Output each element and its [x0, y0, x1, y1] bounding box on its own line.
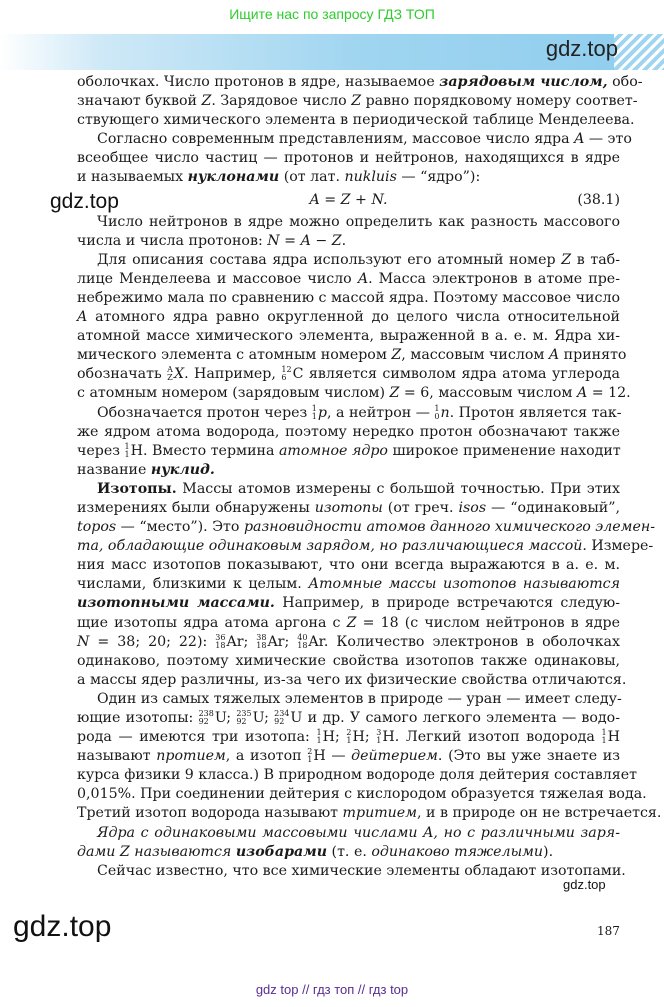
text-run: одинаково, поэтому химические свойства изотопов также одинаковы,: [77, 652, 620, 669]
text-run: а массы ядер различны, из-за чего их физические свойства отличаются.: [77, 671, 627, 688]
italic-run: n: [440, 404, 450, 421]
italic-run: Ядра с одинаковыми массовыми числами A, но с различными заря-: [97, 824, 620, 841]
italic-run: A: [574, 131, 585, 148]
header-stripes: [614, 34, 664, 70]
atomic-number: 1: [316, 736, 322, 746]
text-line: [77, 404, 620, 423]
isotope-symbol: [256, 634, 284, 650]
text-line: [77, 442, 620, 461]
italic-run: протием: [156, 748, 226, 765]
isotope-symbol: [236, 710, 264, 726]
text-line: [77, 251, 620, 270]
element-symbol: H: [607, 729, 620, 746]
text-run: Например, в природе встречаются следую-: [274, 595, 620, 612]
isotope-symbol: [167, 366, 174, 382]
italic-run: N: [267, 232, 280, 249]
isotope-symbol: [199, 710, 227, 726]
text-line: [77, 575, 620, 594]
isotope-symbol: [307, 748, 325, 764]
isotope-symbol: [376, 729, 394, 745]
italic-run: атомное ядро: [278, 442, 388, 459]
mass-number: 2: [346, 728, 352, 738]
nuclide-indices: [256, 634, 266, 650]
text-run: — “одинаковый”,: [486, 499, 621, 516]
mass-number: 1: [311, 403, 317, 413]
text-run: ;: [243, 633, 257, 650]
text-run: Третий изотоп водорода называют: [77, 805, 343, 822]
formula-line: [77, 188, 620, 213]
text-line: [77, 73, 643, 92]
term-definition: изобарами: [235, 843, 328, 860]
text-run: атомной массе химического элемента, выраженной в а. е. м. Ядра хи-: [77, 328, 620, 345]
nuclide-indices: [125, 443, 130, 459]
italic-run: A: [548, 347, 560, 364]
mass-number: 235: [236, 709, 252, 718]
text-line: [77, 384, 631, 403]
nuclide-indices: [602, 729, 607, 745]
term-definition: нуклонами: [187, 169, 280, 186]
text-line: [77, 461, 620, 480]
text-run: . (Это вы уже знаете из: [437, 748, 620, 765]
italic-run: nukluis: [344, 169, 397, 186]
text-run: через: [77, 442, 125, 459]
text-line: [77, 766, 637, 785]
italic-run: Z: [391, 347, 402, 364]
text-run: числами, близкими к целым.: [77, 576, 309, 593]
text-run: принято: [559, 347, 627, 364]
italic-run: isos: [458, 499, 487, 516]
text-run: атомного ядра равно округленной до целого числа относительной: [87, 309, 620, 326]
text-line: [77, 843, 620, 862]
text-line: [77, 556, 620, 575]
text-run: равно порядковому номеру соответ-: [361, 93, 638, 110]
atomic-number: 92: [236, 717, 247, 726]
italic-run: та, обладающие одинаковым зарядом, но различающиеся массой.: [77, 538, 587, 555]
atomic-number: 1: [601, 736, 607, 746]
term-definition: нуклид.: [150, 461, 215, 478]
text-run: . Масса электронов в атоме пре-: [368, 270, 620, 287]
text-run: Для описания состава ядра используют его атомный номер: [97, 251, 562, 268]
atomic-number: 18: [297, 640, 308, 650]
element-symbol: U: [214, 710, 227, 726]
text-line: [77, 289, 620, 308]
element-symbol: H: [352, 729, 365, 746]
element-symbol: H: [382, 729, 395, 746]
atomic-number: 1: [311, 411, 317, 421]
nuclide-indices: [236, 710, 251, 726]
element-symbol: Ar: [226, 633, 244, 650]
text-run: ;: [264, 710, 275, 726]
text-run: ;: [284, 633, 298, 650]
text-run: ;: [226, 710, 237, 726]
nuclide-indices: [312, 405, 317, 421]
text-line: [77, 709, 620, 728]
text-run: и др. У самого легкого элемента — водо-: [302, 710, 620, 726]
element-symbol: U: [252, 710, 265, 726]
nuclide-indices: [274, 710, 289, 726]
text-run: = 38; 20; 22):: [89, 633, 216, 650]
italic-run: Z: [201, 93, 212, 110]
atomic-number: 1: [307, 755, 313, 765]
text-run: широкое применение находит: [387, 442, 621, 459]
element-symbol: H: [313, 748, 326, 765]
text-run: 0,015%. При соединении дейтерия с кислородом образуется тяжелая вода.: [77, 786, 647, 803]
text-run: ющие изотопы:: [77, 710, 199, 726]
text-run: , а изотоп: [225, 748, 308, 765]
watermark: gdz.top: [563, 877, 606, 892]
text-line: [77, 824, 620, 843]
mass-number: 36: [215, 632, 226, 642]
search-banner: Ищите нас по запросу ГДЗ ТОП: [229, 6, 435, 22]
text-line: [77, 346, 627, 365]
mass-number: 2: [307, 747, 313, 757]
mass-number: 1: [601, 728, 607, 738]
text-line: [77, 518, 655, 537]
isotope-symbol: [316, 729, 334, 745]
mass-number: 1: [124, 441, 130, 451]
italic-run: X: [173, 366, 185, 383]
atomic-number: 1: [124, 449, 130, 459]
italic-run: дейтерием: [351, 748, 438, 765]
text-run: ния масс изотопов показывают, что они всегда выражаются в а. е. м.: [77, 557, 620, 574]
italic-run: Z: [346, 614, 357, 631]
text-line: [77, 308, 620, 327]
text-run: — “ядро”):: [396, 169, 481, 186]
text-run: , а нейтрон —: [326, 404, 435, 421]
text-run: мического элемента с атомным номером: [77, 347, 392, 364]
watermark: gdz.top: [13, 910, 112, 943]
nuclide-indices: [215, 634, 225, 650]
bold-term: Изотопы.: [97, 480, 177, 497]
text-run: . Вместо термина: [142, 442, 279, 459]
text-run: , и в природе он не встречается.: [416, 805, 662, 822]
text-line: [77, 614, 620, 633]
italic-run: A: [357, 270, 369, 287]
element-symbol: Ar: [267, 633, 285, 650]
watermark: gdz.top: [50, 190, 119, 213]
atomic-number: 6: [281, 373, 287, 383]
text-run: щие изотопы ядра атома аргона с: [77, 614, 347, 631]
mass-number: 1: [434, 403, 440, 413]
text-line: [77, 652, 620, 671]
text-line: [77, 594, 620, 613]
text-line: [77, 130, 632, 149]
isotope-symbol: [215, 634, 243, 650]
text-line: [77, 499, 620, 518]
text-line: [77, 747, 620, 766]
text-run: является символом ядра атома углерода: [303, 366, 620, 383]
text-run: — это: [584, 131, 632, 148]
italic-run: тритием: [342, 805, 417, 822]
text-run: Число нейтронов в ядре можно определить как разность массового: [97, 213, 620, 230]
mass-number: 234: [274, 709, 290, 718]
text-line: [77, 785, 647, 804]
text-line: [77, 270, 620, 289]
text-run: измерениях были обнаружены: [77, 499, 315, 516]
italic-run: разновидности атомов данного химического элемен-: [243, 519, 655, 536]
text-line: [77, 804, 662, 823]
text-run: Согласно современным представлениям, массовое число ядра: [97, 131, 575, 148]
text-run: . Легкий изотоп водорода: [394, 729, 602, 746]
text-line: [77, 690, 620, 709]
text-run: — “место”). Это: [116, 519, 244, 536]
italic-run: Атомные массы изотопов называются: [308, 576, 620, 593]
text-run: значают буквой: [77, 93, 202, 110]
element-symbol: Ar: [308, 633, 324, 650]
italic-run: topos: [77, 519, 117, 536]
element-symbol: U: [290, 710, 303, 726]
text-run: обо-: [607, 74, 643, 90]
page-number: 187: [597, 924, 620, 938]
element-symbol: H: [130, 442, 143, 459]
atomic-number: 18: [256, 640, 267, 650]
text-run: и называемых: [77, 169, 188, 186]
isotope-symbol: [346, 729, 364, 745]
italic-run: A: [300, 232, 311, 249]
nuclide-indices: [167, 366, 173, 382]
formula: A = Z + N.: [309, 191, 388, 208]
text-line: [77, 423, 620, 442]
italic-run: p: [317, 404, 327, 421]
element-symbol: H: [322, 729, 335, 746]
nuclide-indices: [307, 748, 312, 764]
text-run: Один из самых тяжелых элементов в природе — уран — имеет следу-: [97, 690, 622, 707]
text-run: ;: [334, 729, 347, 746]
text-run: ;: [364, 729, 377, 746]
italic-run: дами Z называются: [77, 843, 236, 860]
italic-run: A: [77, 309, 88, 326]
nuclide-indices: [316, 729, 321, 745]
page-text: [77, 73, 662, 881]
text-line: [77, 149, 620, 168]
italic-run: Z: [389, 385, 400, 402]
text-run: же ядром атома водорода, поэтому нередко протон обозначают также: [77, 423, 620, 440]
text-line: [77, 232, 620, 251]
text-run: лице Менделеева и массовое число: [77, 270, 358, 287]
text-line: [77, 862, 626, 881]
mass-number: A: [167, 365, 173, 375]
text-line: [77, 168, 620, 187]
text-line: [77, 633, 620, 652]
text-run: ствующего химического элемента в периодической таблице Менделеева.: [77, 112, 635, 129]
text-run: (от греч.: [382, 499, 459, 516]
element-symbol: C: [292, 366, 304, 383]
text-run: (т. е.: [327, 843, 372, 860]
isotope-symbol: [602, 729, 620, 745]
text-run: в таб-: [571, 251, 620, 268]
text-line: [77, 365, 620, 384]
mass-number: 238: [198, 709, 214, 718]
italic-run: Z: [331, 232, 342, 249]
text-run: = 6, массовым числом: [399, 385, 577, 402]
text-run: оболочках. Число протонов в ядре, называемое: [77, 74, 440, 90]
term-definition: изотопными массами.: [77, 595, 275, 612]
text-run: = 18 (с числом нейтронов в ядре: [356, 614, 621, 631]
text-run: −: [310, 232, 332, 249]
mass-number: 3: [376, 728, 382, 738]
text-run: обозначать: [77, 366, 168, 383]
formula-number: (38.1): [577, 191, 620, 208]
nuclide-indices: [376, 729, 381, 745]
text-run: курса физики 9 класса.) В природном водороде доля дейтерия составляет: [77, 767, 637, 784]
text-run: Массы атомов измерены с большой точностью. При этих: [176, 480, 620, 497]
isotope-symbol: [274, 710, 302, 726]
atomic-number: 1: [376, 736, 382, 746]
text-line: [77, 671, 627, 690]
text-line: [77, 92, 638, 111]
atomic-number: 18: [215, 640, 226, 650]
text-line: [77, 111, 635, 130]
atomic-number: 92: [198, 717, 209, 726]
text-run: Сейчас известно, что все химические элементы обладают изотопами.: [97, 862, 626, 879]
atomic-number: 1: [346, 736, 352, 746]
text-run: = 12.: [587, 385, 631, 402]
mass-number: 12: [281, 365, 292, 375]
text-run: (от лат.: [279, 169, 345, 186]
text-run: . Например,: [184, 366, 282, 383]
text-run: ).: [543, 843, 554, 860]
italic-run: одинаково тяжелыми: [371, 843, 544, 860]
mass-number: 38: [256, 632, 267, 642]
nuclide-indices: [199, 710, 214, 726]
text-line: [77, 213, 620, 232]
text-line: [77, 327, 620, 346]
text-run: . Количество электронов в оболочках: [323, 633, 620, 650]
text-run: числа и числа протонов:: [77, 232, 268, 249]
text-run: .: [341, 232, 347, 249]
text-run: . Протон является так-: [449, 404, 622, 421]
text-line: [77, 537, 654, 556]
text-run: —: [325, 748, 352, 765]
nuclide-indices: [281, 366, 291, 382]
atomic-number: 92: [274, 717, 285, 726]
text-run: , массовым числом: [401, 347, 549, 364]
text-run: с атомным номером (зарядовым числом): [77, 385, 390, 402]
italic-run: изотопы: [314, 499, 383, 516]
text-run: небрежимо мала по сравнению с массой ядра. Поэтому массовое число: [77, 289, 620, 306]
nuclide-indices: [434, 405, 439, 421]
italic-run: Z: [351, 93, 362, 110]
isotope-symbol: [297, 634, 324, 650]
mass-number: 40: [297, 632, 308, 642]
atomic-number: 0: [434, 411, 440, 421]
text-run: называют: [77, 748, 157, 765]
text-run: . Зарядовое число: [211, 93, 352, 110]
italic-run: Z: [561, 251, 572, 268]
isotope-symbol: [281, 366, 303, 382]
nuclide-indices: [346, 729, 351, 745]
text-line: [77, 728, 620, 747]
header-logo: gdz.top: [545, 36, 618, 61]
nuclide-indices: [297, 634, 307, 650]
text-run: название: [77, 461, 151, 478]
atomic-number: Z: [167, 373, 173, 383]
text-run: Измере-: [586, 538, 654, 555]
italic-run: N: [77, 633, 90, 650]
italic-run: A: [576, 385, 588, 402]
text-run: =: [279, 232, 301, 249]
text-run: всеобщее число частиц — протонов и нейтронов, находящихся в ядре: [77, 150, 620, 167]
term-definition: зарядовым числом,: [439, 74, 608, 90]
isotope-symbol: [125, 443, 143, 459]
text-run: Обозначается протон через: [97, 404, 312, 421]
mass-number: 1: [316, 728, 322, 738]
footer-links[interactable]: gdz top // гдз топ // гдз top: [255, 982, 409, 997]
text-line: [77, 480, 620, 499]
text-run: рода — имеются три изотопа:: [77, 729, 317, 746]
